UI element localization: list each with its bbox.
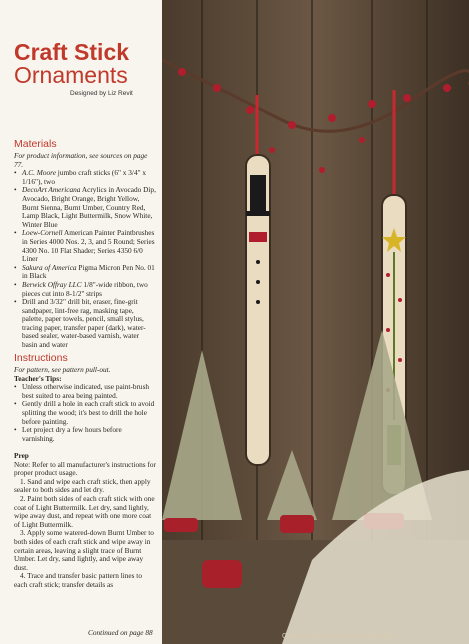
text-column bbox=[0, 0, 162, 644]
material-item bbox=[14, 229, 156, 263]
continued-note: Continued on page 88 bbox=[88, 628, 153, 637]
prep-note: Note: Refer to all manufacturer's instructions for proper product usage. bbox=[14, 459, 156, 478]
material-brand: DecoArt Americana bbox=[22, 185, 81, 195]
prep-steps bbox=[14, 478, 156, 590]
prep-step: 3. Apply some watered-down Burnt Umber to both sides of each craft stick and wipe away in certain areas, leaving a slight trace of Burnt Umber. Let dry, sand lightly, and wipe away dust. bbox=[14, 528, 154, 572]
material-item bbox=[14, 298, 156, 350]
material-text: Acrylics in Avocado Dip, Avocado, Bright Orange, Bright Yellow, Burnt Sienna, Burnt Umber, Country Red, Lamp Black, Light Buttermilk, Snow White, Winter Blue bbox=[22, 185, 156, 229]
prep-step: 4. Trace and transfer basic pattern lines to each craft stick; transfer details as bbox=[14, 571, 142, 589]
material-item bbox=[14, 186, 156, 229]
title-line-1: Craft Stick bbox=[14, 39, 130, 65]
prep-body bbox=[14, 452, 156, 590]
material-item bbox=[14, 264, 156, 281]
footer-credit: Create & Decorate • December 2005 bbox=[282, 633, 397, 640]
material-text: jumbo craft sticks (6" x 3/4" x 1/16"), two bbox=[22, 168, 147, 186]
materials-list bbox=[14, 169, 156, 349]
material-brand: Loew-Cornell bbox=[22, 228, 63, 238]
material-item bbox=[14, 281, 156, 298]
prep-step: 2. Paint both sides of each craft stick with one coat of Light Buttermilk. Let dry, sand lightly, wipe away dust, and repeat with one more coat of Light Buttermilk. bbox=[14, 493, 155, 529]
materials-body bbox=[14, 152, 156, 350]
tip-item: • Unless otherwise indicated, use paint-brush best suited to area being painted. bbox=[14, 383, 156, 400]
tip-item: • Let project dry a few hours before varnishing. bbox=[14, 426, 156, 443]
material-text: American Painter Paintbrushes in Series 4000 Nos. 2, 3, and 5 Round; Series 4300 No. 10 Flat Shader; Series 4350 6/0 Liner bbox=[22, 228, 155, 264]
material-brand: Sakura of America bbox=[22, 262, 77, 272]
materials-intro: For product information, see sources on page 77. bbox=[14, 151, 148, 169]
tips-label: Teacher's Tips bbox=[14, 373, 60, 383]
prep-step: 1. Sand and wipe each craft stick, then apply sealer to both sides and let dry. bbox=[14, 476, 151, 495]
material-item bbox=[14, 169, 156, 186]
material-text: Drill and 3/32" drill bit, eraser, fine-grit sandpaper, lint-free rag, masking tape, palette, paper towels, pencil, small stylus, tracing paper, transfer paper (dark), water-based sealer, water-based varnish, water basin and water bbox=[22, 297, 146, 350]
ornament-photo bbox=[162, 0, 469, 644]
instructions-body: For pattern, see pattern pull-out. Teacher's Tips: • Unless otherwise indicated, use paint-brush best suited to area being painted. • Gently drill a hole in each craft stick to avoid splitting the wood; it's best to drill the hole before painting. • Let project dry a few hours before varnishing. bbox=[14, 366, 156, 443]
material-text: Pigma Micron Pen No. 01 in Black bbox=[22, 262, 155, 281]
tips-list bbox=[14, 383, 156, 443]
material-text: 1/8"-wide ribbon, two pieces cut into 8-1/2" strips bbox=[22, 279, 148, 298]
designer-credit: Designed by Liz Revit bbox=[70, 90, 133, 97]
photo-illustration bbox=[162, 0, 469, 644]
instructions-intro: For pattern, see pattern pull-out. bbox=[14, 365, 111, 374]
material-brand: A.C. Moore bbox=[22, 168, 56, 178]
instructions-heading: Instructions bbox=[14, 352, 68, 364]
title-line-2: Ornaments bbox=[14, 62, 128, 88]
material-brand: Berwick Offray LLC bbox=[22, 279, 82, 289]
prep-heading: Prep bbox=[14, 451, 29, 460]
materials-heading: Materials bbox=[14, 138, 57, 150]
tip-item: • Gently drill a hole in each craft stick to avoid splitting the wood; it's best to drill the hole before painting. bbox=[14, 400, 156, 426]
